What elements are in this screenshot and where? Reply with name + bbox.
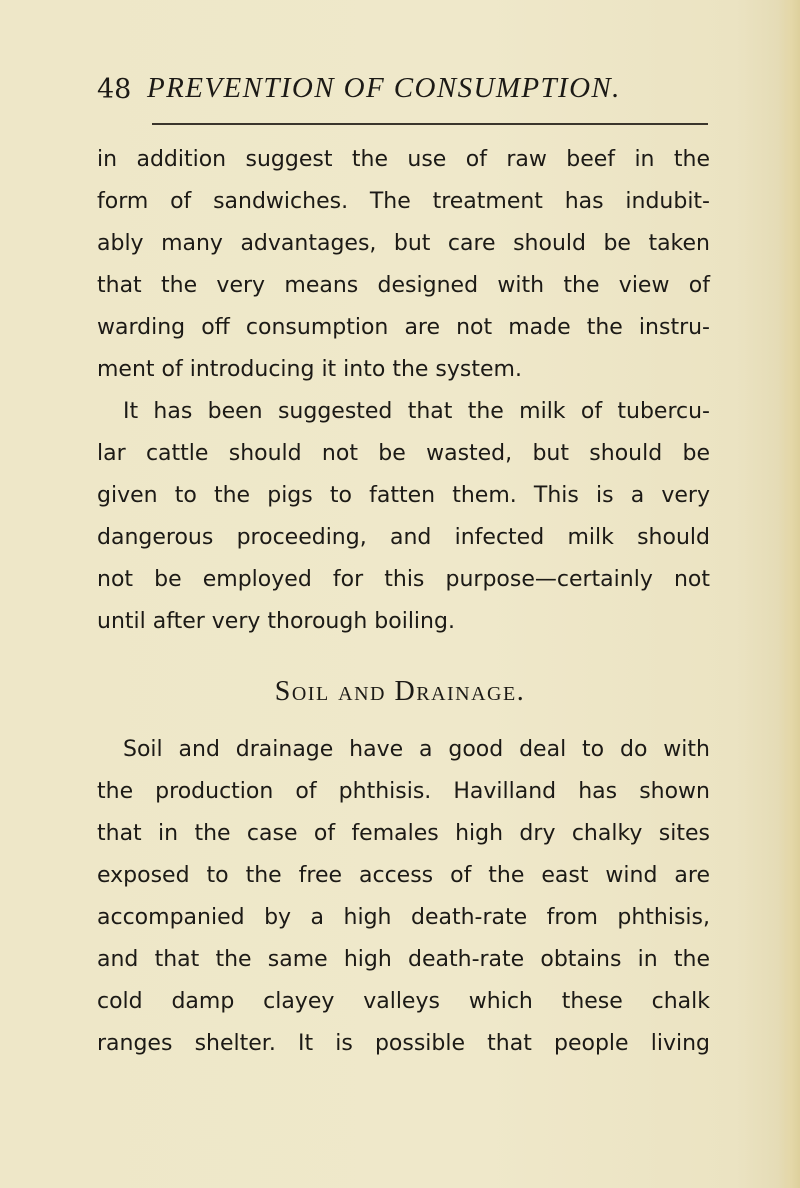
text-line: not be employed for this purpose—certainly not	[97, 567, 710, 592]
text-line: given to the pigs to fatten them. This is a very	[97, 483, 710, 508]
text-line: the production of phthisis. Havilland has shown	[97, 779, 710, 804]
text-line: ably many advantages, but care should be taken	[97, 231, 710, 256]
text-line: It has been suggested that the milk of tubercu-	[123, 399, 710, 424]
text-line: lar cattle should not be wasted, but should be	[97, 441, 710, 466]
text-line: warding off consumption are not made the instru-	[97, 315, 710, 340]
text-line: and that the same high death-rate obtains in the	[97, 947, 710, 972]
text-line: that in the case of females high dry chalky sites	[97, 821, 710, 846]
page-number: 48	[97, 74, 132, 105]
text-line: until after very thorough boiling.	[97, 609, 455, 634]
text-line: form of sandwiches. The treatment has indubit-	[97, 189, 710, 214]
header-rule	[152, 123, 708, 125]
page-edge-shadow	[778, 0, 800, 1188]
running-title: PREVENTION OF CONSUMPTION.	[147, 72, 621, 104]
text-line: dangerous proceeding, and infected milk should	[97, 525, 710, 550]
text-line: ranges shelter. It is possible that people living	[97, 1031, 710, 1056]
text-line: cold damp clayey valleys which these chalk	[97, 989, 710, 1014]
running-header	[97, 70, 707, 110]
text-line: Soil and drainage have a good deal to do with	[123, 737, 710, 762]
text-line: that the very means designed with the view of	[97, 273, 710, 298]
section-heading: Soil and Drainage.	[274, 676, 526, 707]
text-line: in addition suggest the use of raw beef in the	[97, 147, 710, 172]
text-line: exposed to the free access of the east wind are	[97, 863, 710, 888]
text-line: accompanied by a high death-rate from phthisis,	[97, 905, 710, 930]
text-line: ment of introducing it into the system.	[97, 357, 522, 382]
